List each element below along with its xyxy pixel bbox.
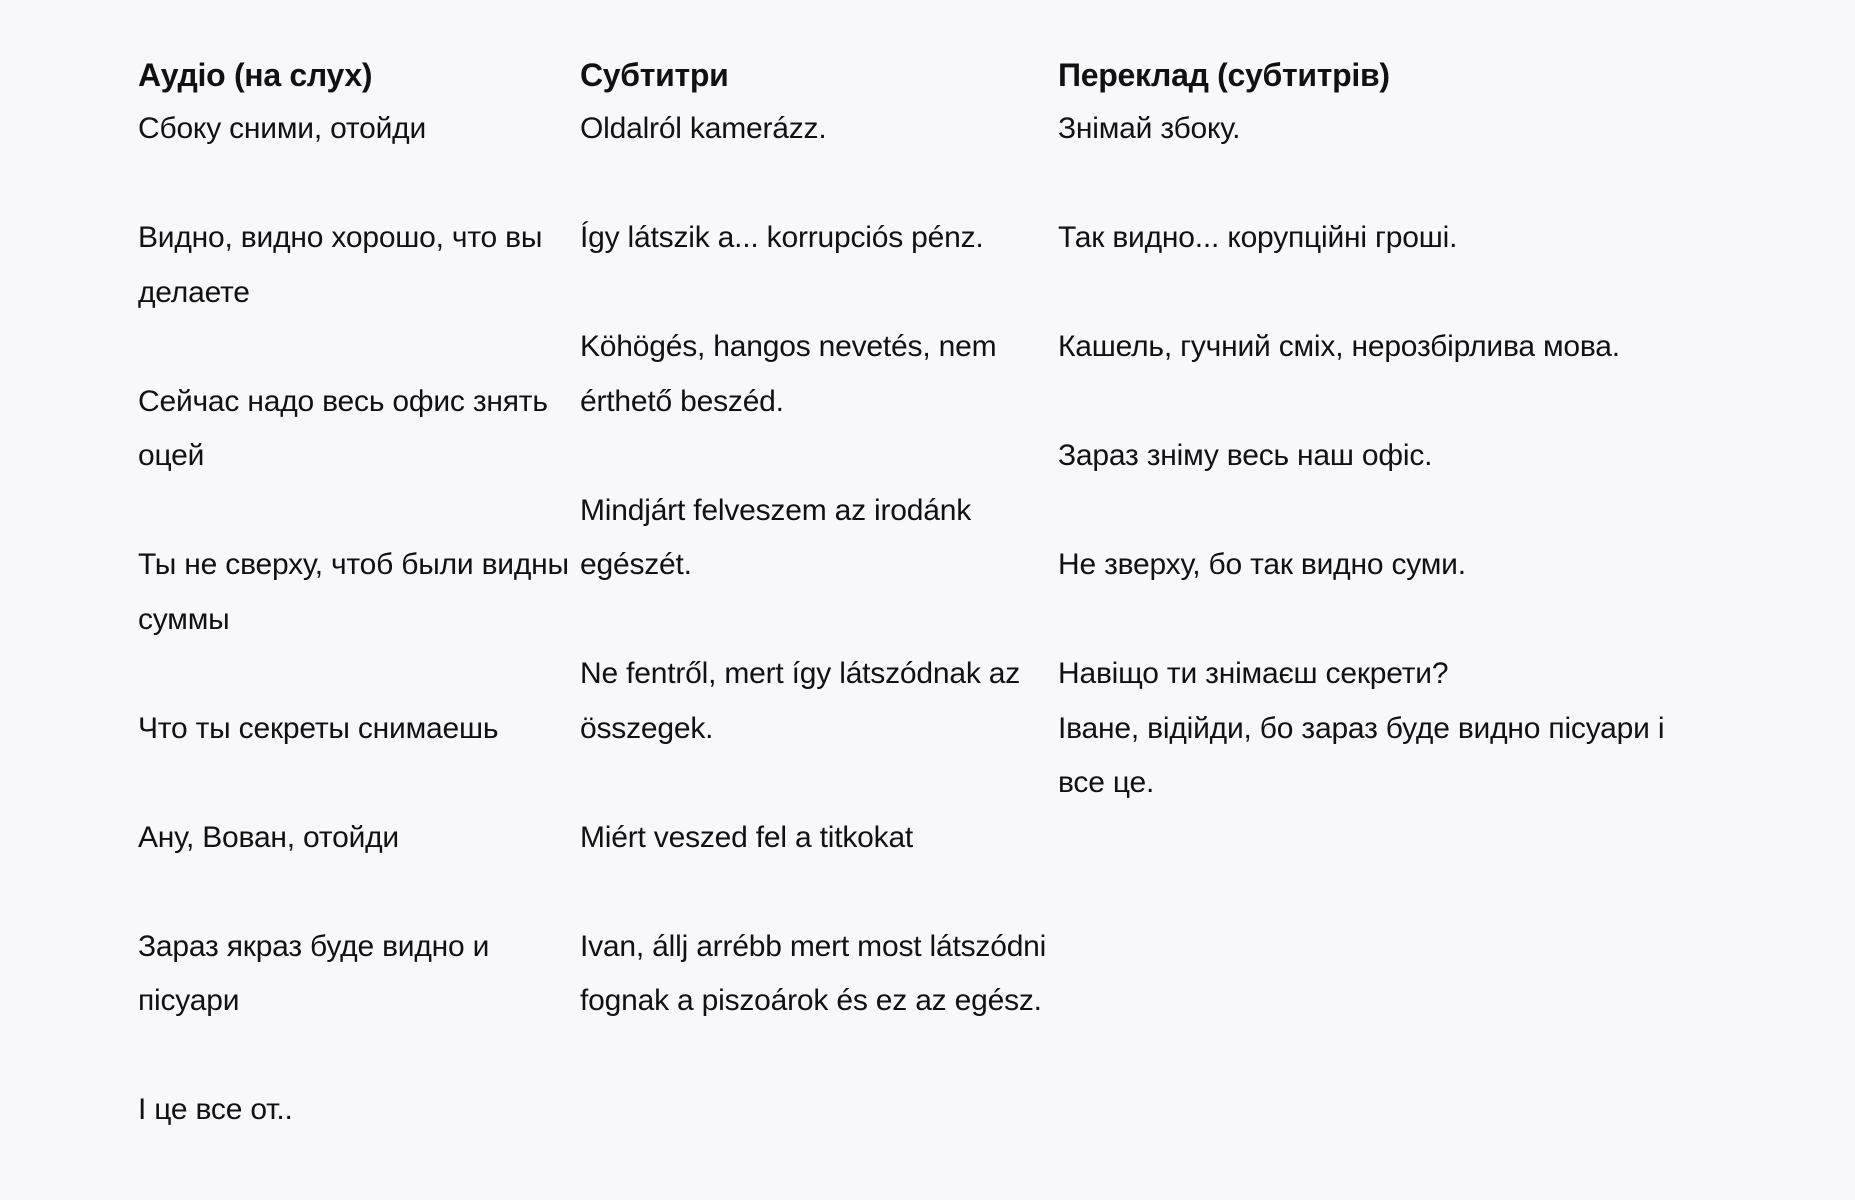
spacer — [580, 266, 1050, 321]
spacer — [1058, 484, 1698, 539]
translation-line: Знімай збоку. — [1058, 112, 1241, 145]
spacer — [138, 1029, 578, 1084]
translation-column-title: Переклад (субтитрів) — [1058, 57, 1390, 93]
subtitle-line: Így látszik a... korrupciós pénz. — [580, 221, 984, 254]
spacer — [138, 865, 578, 920]
spacer — [580, 865, 1050, 920]
spacer — [138, 756, 578, 811]
spacer — [1058, 593, 1698, 648]
subtitle-line: Miért veszed fel a titkokat — [580, 820, 914, 854]
spacer — [138, 647, 578, 702]
translation-column — [1058, 48, 1698, 811]
subtitle-line: Ivan, állj arrébb mert most látszódni fognak a piszoárok és ez az egész. — [580, 929, 1047, 1017]
spacer — [138, 484, 578, 539]
audio-line: І це все от.. — [138, 1093, 293, 1126]
subtitle-line: Köhögés, hangos nevetés, nem érthető beszéd. — [580, 330, 997, 418]
translation-line: Кашель, гучний сміх, нерозбірлива мова. — [1058, 330, 1620, 363]
spacer — [1058, 157, 1698, 212]
spacer — [138, 157, 578, 212]
audio-column-title: Аудіо (на слух) — [138, 57, 373, 93]
translation-line: Зараз зніму весь наш офіс. — [1058, 439, 1433, 472]
subtitle-line: Mindjárt felveszem az irodánk egészét. — [580, 493, 972, 581]
audio-line: Сбоку сними, отойди — [138, 112, 427, 145]
translation-line: Так видно... корупційні гроші. — [1058, 221, 1458, 254]
audio-line: Сейчас надо весь офис знять оцей — [138, 384, 548, 472]
subtitle-line: Oldalról kamerázz. — [580, 112, 827, 145]
subtitles-column-title: Субтитри — [580, 57, 729, 93]
translation-line: Навіщо ти знімаєш секрети? — [1058, 657, 1449, 690]
audio-line: Что ты секреты снимаешь — [138, 711, 499, 745]
subtitle-line: Ne fentről, mert így látszódnak az összegek. — [580, 657, 1021, 745]
spacer — [580, 429, 1050, 484]
spacer — [138, 320, 578, 375]
spacer — [580, 756, 1050, 811]
audio-line: Зараз якраз буде видно и пісуари — [138, 929, 490, 1017]
audio-column — [138, 48, 578, 1138]
translation-line: Не зверху, бо так видно суми. — [1058, 548, 1466, 581]
spacer — [580, 593, 1050, 648]
translation-line: Іване, відійди, бо зараз буде видно пісуари і все це. — [1058, 711, 1665, 799]
audio-line: Ты не сверху, чтоб были видны суммы — [138, 548, 569, 636]
audio-line: Ану, Вован, отойди — [138, 820, 399, 854]
audio-line: Видно, видно хорошо, что вы делаете — [138, 221, 543, 309]
spacer — [580, 157, 1050, 212]
spacer — [1058, 375, 1698, 430]
spacer — [1058, 266, 1698, 321]
subtitles-column — [580, 48, 1050, 1029]
